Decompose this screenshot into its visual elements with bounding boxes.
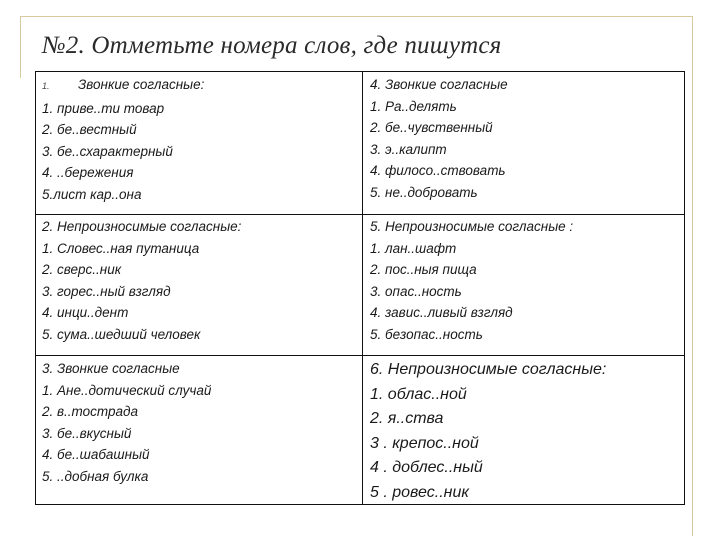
cell-voiced-consonants-1 xyxy=(42,74,204,205)
list-item: 5.лист кар..она xyxy=(42,186,142,202)
list-item: 2. сверс..ник xyxy=(42,262,122,277)
cell-heading: 5. Непроизносимые согласные : xyxy=(370,219,574,234)
cell-heading: 2. Непроизносимые согласные: xyxy=(42,219,242,234)
cell-silent-consonants-6 xyxy=(370,358,606,505)
cell-heading: 6. Непроизносимые согласные: xyxy=(370,361,607,378)
slide-frame-left xyxy=(20,16,21,78)
row-divider-2 xyxy=(36,355,684,356)
list-item: 4. инци..дент xyxy=(42,305,129,320)
exercise-table xyxy=(35,71,685,505)
list-item: 3. бе..вкусный xyxy=(42,425,132,441)
list-item: 5 . ровес..ник xyxy=(370,483,469,501)
cell-voiced-consonants-4 xyxy=(370,74,508,203)
slide-frame-right xyxy=(692,16,693,536)
list-item: 4. завис..ливый взгляд xyxy=(370,305,513,320)
cell-silent-consonants-5 xyxy=(370,216,573,345)
row-divider-1 xyxy=(36,214,684,215)
cell-heading: Звонкие согласные: xyxy=(78,77,205,92)
list-item: 3. бе..схарактерный xyxy=(42,143,173,159)
list-item: 4 . доблес..ный xyxy=(370,459,483,476)
list-item: 1. лан..шафт xyxy=(370,240,457,256)
page-title: №2. Отметьте номера слов, где пишутся xyxy=(42,32,502,59)
list-item: 1. Ра..делять xyxy=(370,98,457,114)
list-item: 1. Словес..ная путаница xyxy=(42,240,200,256)
column-divider xyxy=(362,72,363,504)
list-item: 3. э..калипт xyxy=(370,141,447,157)
list-item: 2. я..ства xyxy=(370,410,444,427)
list-item: 2. пос..ныя пища xyxy=(370,262,477,277)
list-item: 5. не..добровать xyxy=(370,184,478,200)
cell-silent-consonants-2 xyxy=(42,216,241,345)
list-item: 2. в..тострада xyxy=(42,404,138,419)
cell-heading: 4. Звонкие согласные xyxy=(370,77,508,92)
cell-voiced-consonants-3 xyxy=(42,358,211,487)
list-item: 3 . крепос..ной xyxy=(370,434,479,452)
slide-frame-top xyxy=(20,16,692,17)
list-item: 5. безопас..ность xyxy=(370,326,483,342)
list-item: 4. ..бережения xyxy=(42,165,134,180)
list-item: 4. филосо..ствовать xyxy=(370,163,506,178)
list-item: 5. сума..шедший человек xyxy=(42,326,201,342)
cell-heading: 3. Звонкие согласные xyxy=(42,361,180,376)
list-item: 2. бе..чувственный xyxy=(370,120,493,135)
list-item: 2. бе..вестный xyxy=(42,122,137,137)
list-item: 3. горес..ный взгляд xyxy=(42,283,171,299)
list-item: 4. бе..шабашный xyxy=(42,447,150,462)
list-item: 5. ..добная булка xyxy=(42,468,149,484)
list-item: 1. облас..ной xyxy=(370,385,467,403)
list-item: 3. опас..ность xyxy=(370,283,462,299)
list-item: 1. приве..ти товар xyxy=(42,100,165,116)
list-marker: 1. xyxy=(42,81,50,91)
list-item: 1. Ане..дотический случай xyxy=(42,382,212,398)
